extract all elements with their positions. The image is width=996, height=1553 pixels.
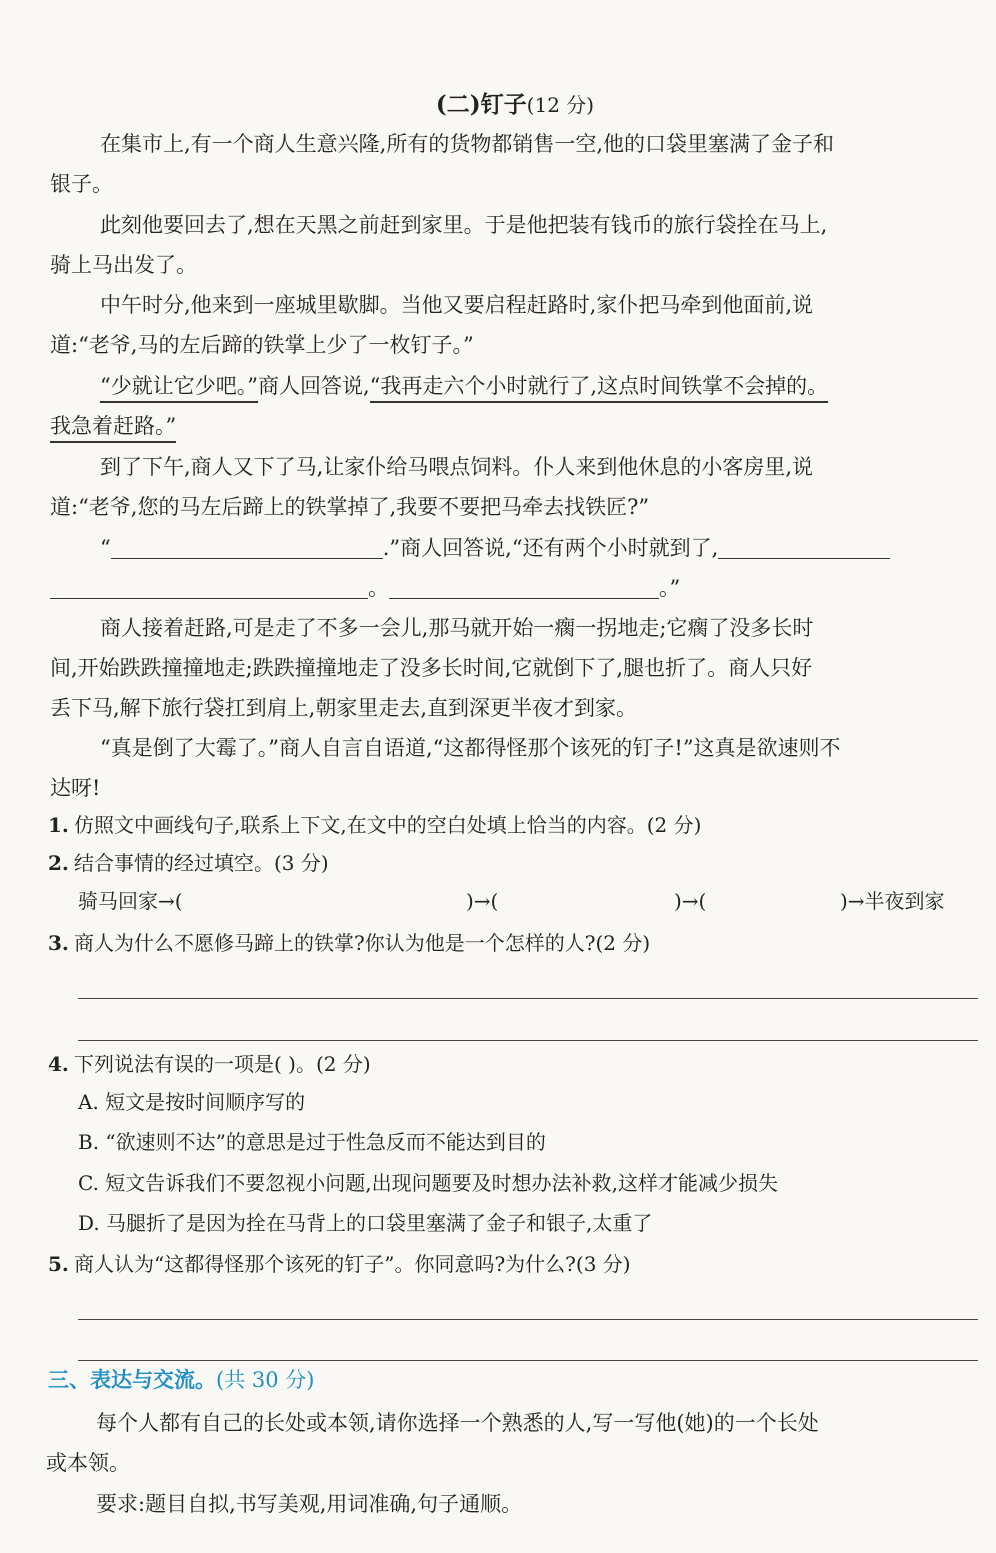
- paragraph-4-text: 商人回答说,: [257, 374, 370, 398]
- question-4-text: 下列说法有误的一项是( )。(2 分): [74, 1052, 371, 1076]
- question-4-number: 4.: [48, 1052, 69, 1076]
- fill-blank-2-cont[interactable]: [50, 572, 368, 599]
- paragraph-1-line-2: 银子。: [50, 172, 113, 196]
- section-3-title: [48, 1361, 314, 1399]
- paragraph-5-line-1: 到了下午,商人又下了马,让家仆给马喂点饲料。仆人来到他休息的小客房里,说: [100, 455, 814, 479]
- paragraph-4-line-2: [50, 406, 980, 446]
- flow-end: )→半夜到家: [840, 889, 945, 913]
- paragraph-7-line-2: 间,开始跌跌撞撞地走;跌跌撞撞地走了没多长时间,它就倒下了,腿也折了。商人只好: [50, 656, 813, 680]
- question-2-number: 2.: [48, 851, 69, 875]
- paragraph-8-line-2: 达呀!: [50, 776, 101, 800]
- section-3-title-text: 三、表达与交流。: [48, 1368, 216, 1392]
- question-2: [48, 844, 978, 882]
- fill-blank-1[interactable]: [111, 532, 383, 559]
- option-c[interactable]: C. 短文告诉我们不要忽视小问题,出现问题要及时想办法补救,这样才能减少损失: [78, 1171, 779, 1195]
- flow-arrow-2: )→(: [674, 889, 707, 913]
- question-3-number: 3.: [48, 931, 69, 955]
- section-3-requirements: 要求:题目自拟,书写美观,用词准确,句子通顺。: [96, 1492, 523, 1516]
- question-5: [48, 1245, 978, 1283]
- paragraph-1-line-1: 在集市上,有一个商人生意兴隆,所有的货物都销售一空,他的口袋里塞满了金子和: [100, 132, 835, 156]
- paragraph-6-line-2: [50, 568, 980, 608]
- open-quote: “: [100, 536, 111, 560]
- question-1-number: 1.: [48, 813, 69, 837]
- flow-start: 骑马回家→(: [78, 889, 183, 913]
- question-2-text: 结合事情的经过填空。(3 分): [74, 851, 329, 875]
- passage-title-text: (二)钉子: [435, 91, 527, 118]
- question-1-text: 仿照文中画线句子,联系上下文,在文中的空白处填上恰当的内容。(2 分): [74, 813, 702, 837]
- question-1: [48, 806, 978, 844]
- paragraph-8-line-1: “真是倒了大霉了。”商人自言自语道,“这都得怪那个该死的钉子!”这真是欲速则不: [100, 736, 841, 760]
- underlined-sentence-3: 我急着赶路。”: [50, 414, 176, 443]
- paragraph-6-line-1: [100, 528, 980, 568]
- option-d[interactable]: D. 马腿折了是因为拴在马背上的口袋里塞满了金子和银子,太重了: [78, 1211, 653, 1235]
- paragraph-6-text: .”商人回答说,“还有两个小时就到了,: [382, 536, 719, 560]
- underlined-sentence-2: “我再走六个小时就行了,这点时间铁掌不会掉的。: [370, 374, 828, 403]
- question-3: [48, 924, 978, 962]
- paragraph-2-line-1: 此刻他要回去了,想在天黑之前赶到家里。于是他把装有钱币的旅行袋拴在马上,: [100, 213, 828, 237]
- period-1: 。: [368, 576, 389, 600]
- question-5-text: 商人认为“这都得怪那个该死的钉子”。你同意吗?为什么?(3 分): [74, 1252, 631, 1276]
- option-b[interactable]: B. “欲速则不达”的意思是过于性急反而不能达到目的: [78, 1130, 546, 1154]
- close-quote: 。”: [659, 576, 681, 600]
- paragraph-2-line-2: 骑上马出发了。: [50, 253, 197, 277]
- answer-line[interactable]: [78, 1319, 978, 1320]
- paragraph-7-line-1: 商人接着赶路,可是走了不多一会儿,那马就开始一瘸一拐地走;它瘸了没多长时: [100, 616, 814, 640]
- underlined-sentence-1: “少就让它少吧。”: [100, 374, 258, 403]
- passage-title-score: (12 分): [526, 93, 595, 117]
- paragraph-3-line-1: 中午时分,他来到一座城里歇脚。当他又要启程赶路时,家仆把马牵到他面前,说: [100, 293, 814, 317]
- section-3-paragraph-1-line-2: 或本领。: [46, 1451, 130, 1475]
- fill-blank-2[interactable]: [718, 532, 890, 559]
- question-5-number: 5.: [48, 1252, 69, 1276]
- paragraph-3-line-2: 道:“老爷,马的左后蹄的铁掌上少了一枚钉子。”: [50, 333, 474, 357]
- answer-line[interactable]: [78, 998, 978, 999]
- paragraph-5-line-2: 道:“老爷,您的马左后蹄上的铁掌掉了,我要不要把马牵去找铁匠?”: [50, 495, 650, 519]
- section-3-score: (共 30 分): [216, 1368, 315, 1392]
- fill-blank-3[interactable]: [389, 572, 659, 599]
- paragraph-7-line-3: 丢下马,解下旅行袋扛到肩上,朝家里走去,直到深更半夜才到家。: [50, 696, 638, 720]
- paragraph-4-line-1: [100, 366, 980, 406]
- flow-arrow-1: )→(: [466, 889, 499, 913]
- answer-line[interactable]: [78, 1040, 978, 1041]
- question-3-text: 商人为什么不愿修马蹄上的铁掌?你认为他是一个怎样的人?(2 分): [74, 931, 651, 955]
- option-a[interactable]: A. 短文是按时间顺序写的: [78, 1090, 306, 1114]
- question-4: [48, 1045, 978, 1083]
- section-3-paragraph-1-line-1: 每个人都有自己的长处或本领,请你选择一个熟悉的人,写一写他(她)的一个长处: [96, 1411, 819, 1435]
- passage-title: [0, 86, 996, 119]
